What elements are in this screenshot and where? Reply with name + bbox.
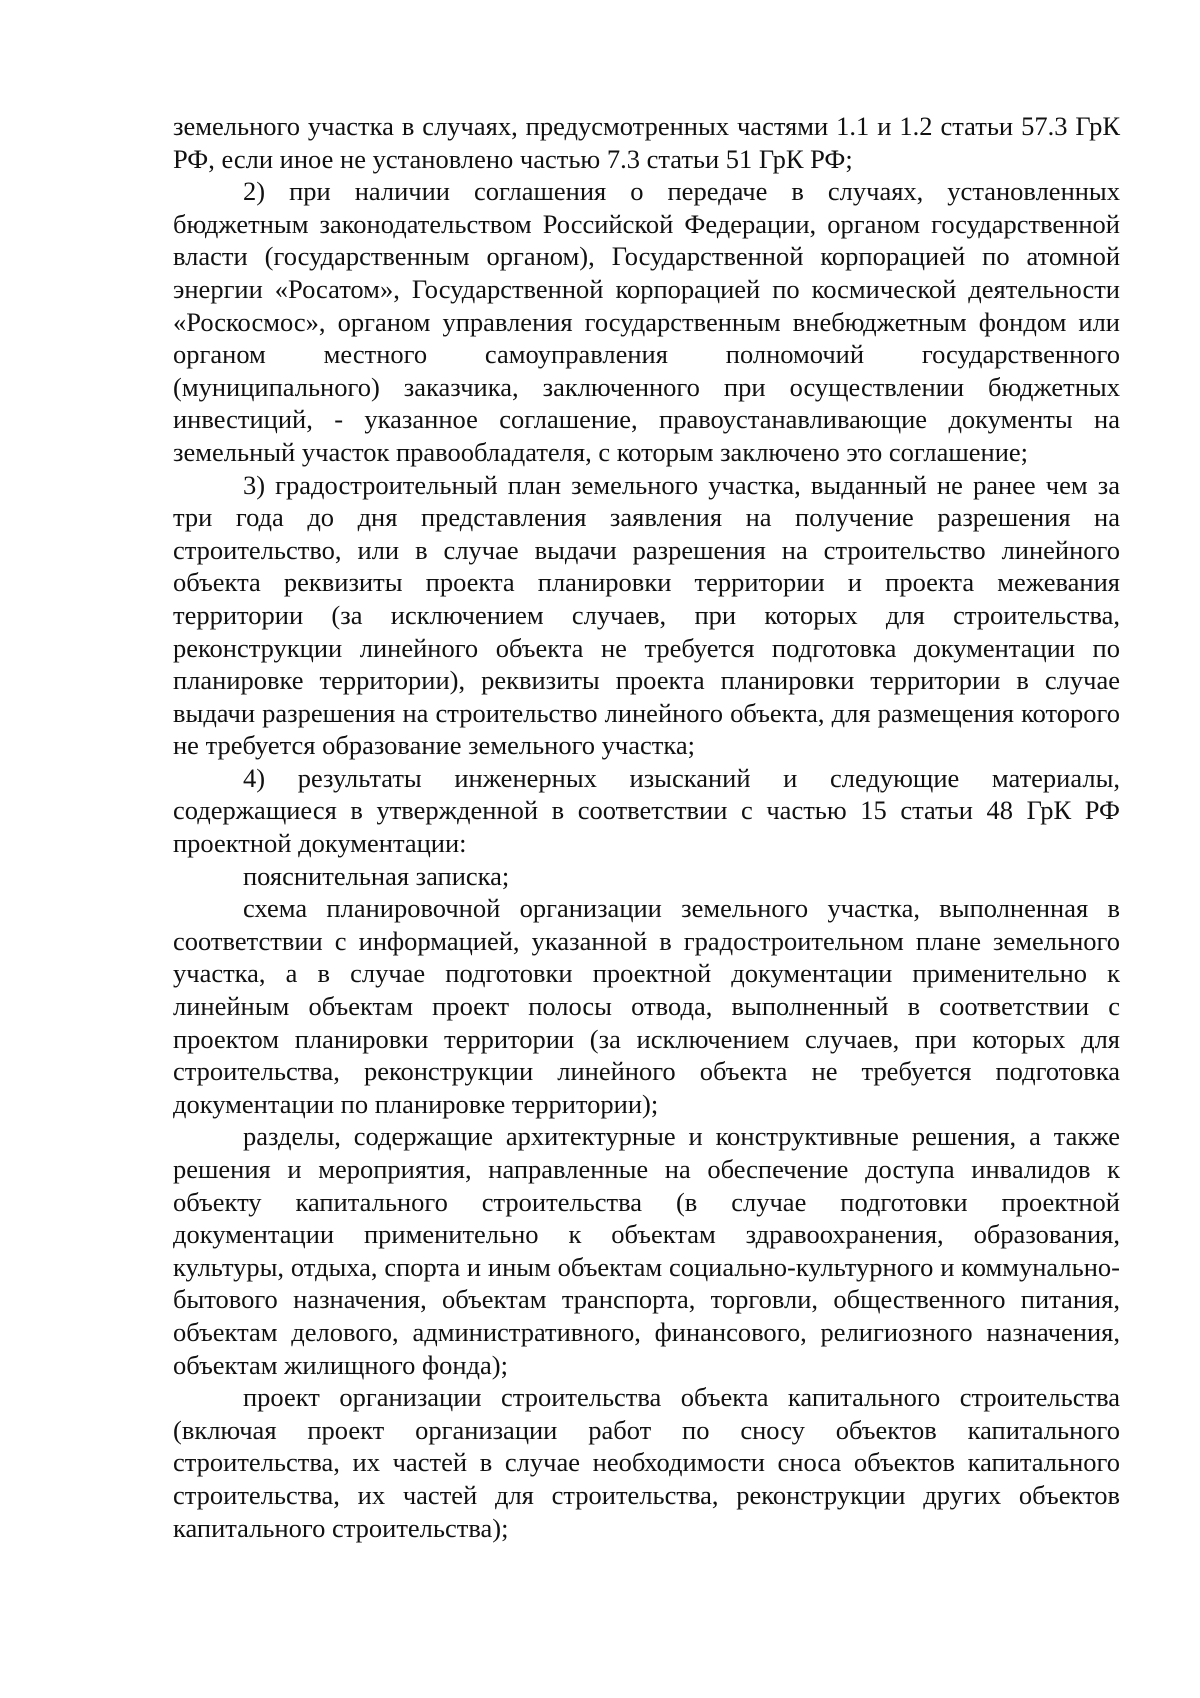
paragraph-site-plan-scheme: схема планировочной организации земельного участка, выполненная в соответствии с информацией, указанной в градостроительном плане земельного участка, а в случае подготовки проектной документации применительно к линейным объектам проект полосы отвода, выполненный в соответствии с проектом планировки территории (за исключением случаев, при которых для строительства, реконструкции линейного объекта не требуется подготовка документации по планировке территории);	[173, 893, 1120, 1119]
paragraph-continuation: земельного участка в случаях, предусмотренных частями 1.1 и 1.2 статьи 57.3 ГрК РФ, если иное не установлено частью 7.3 статьи 51 ГрК РФ;	[173, 111, 1120, 174]
paragraph-architectural-sections: разделы, содержащие архитектурные и конструктивные решения, а также решения и мероприятия, направленные на обеспечение доступа инвалидов к объекту капитального строительства (в случае подготовки проектной документации применительно к объектам здравоохранения, образования, культуры, отдыха, спорта и иным объектам социально-культурного и коммунально-бытового назначения, объектам транспорта, торговли, общественного питания, объектам делового, административного, финансового, религиозного назначения, объектам жилищного фонда);	[173, 1121, 1120, 1380]
paragraph-item-4: 4) результаты инженерных изысканий и следующие материалы, содержащиеся в утвержденной в соответствии с частью 15 статьи 48 ГрК РФ проектной документации:	[173, 762, 1120, 859]
paragraph-explanatory-note: пояснительная записка;	[243, 860, 510, 891]
document-page	[173, 110, 1120, 1544]
paragraph-construction-organization: проект организации строительства объекта капитального строительства (включая проект организации работ по сносу объектов капитального строительства, их частей в случае необходимости сноса объектов капитального строительства, их частей для строительства, реконструкции других объектов капитального строительства);	[173, 1382, 1120, 1543]
paragraph-item-3: 3) градостроительный план земельного участка, выданный не ранее чем за три года до дня представления заявления на получение разрешения на строительство, или в случае выдачи разрешения на строительство линейного объекта реквизиты проекта планировки территории и проекта межевания территории (за исключением случаев, при которых для строительства, реконструкции линейного объекта не требуется подготовка документации по планировке территории), реквизиты проекта планировки территории в случае выдачи разрешения на строительство линейного объекта, для размещения которого не требуется образование земельного участка;	[173, 469, 1120, 761]
paragraph-item-2: 2) при наличии соглашения о передаче в случаях, установленных бюджетным законодательством Российской Федерации, органом государственной власти (государственным органом), Государственной корпорацией по атомной энергии «Росатом», Государственной корпорацией по космической деятельности «Роскосмос», органом управления государственным внебюджетным фондом или органом местного самоуправления полномочий государственного (муниципального) заказчика, заключенного при осуществлении бюджетных инвестиций, - указанное соглашение, правоустанавливающие документы на земельный участок правообладателя, с которым заключено это соглашение;	[173, 176, 1120, 467]
